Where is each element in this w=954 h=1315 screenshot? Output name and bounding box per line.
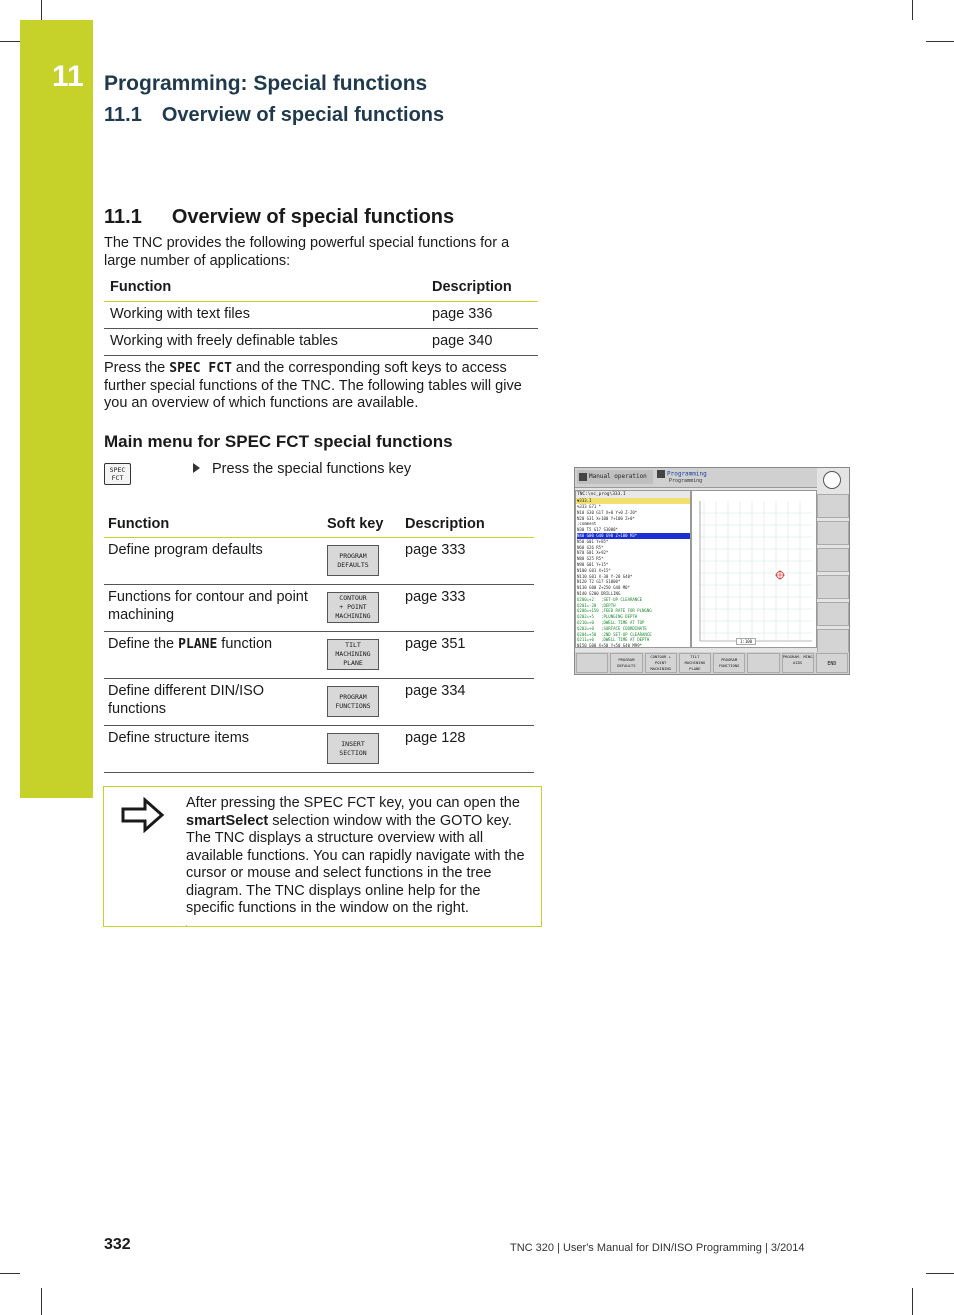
vertical-softkey[interactable] [817, 494, 849, 518]
program-line[interactable]: N80 G25 R5* [577, 556, 604, 562]
program-line[interactable]: N150 G00 X+50 Y+50 G40 M99* [577, 643, 643, 648]
program-header-highlight: ▼333.I [576, 498, 690, 504]
step-text: Press the special functions key [212, 461, 412, 477]
table-cell: Define different DIN/ISO functions [104, 679, 323, 726]
program-line[interactable]: N20 G31 X+100 Y+100 Z+0* [577, 515, 635, 521]
running-section-header [104, 104, 444, 127]
vertical-softkey[interactable] [817, 548, 849, 572]
programming-tab[interactable]: Programming Programming [655, 470, 755, 485]
vertical-softkey[interactable] [817, 602, 849, 626]
program-line[interactable]: Q211=+0 ;DWELL TIME AT DEPTH [577, 637, 650, 643]
file-path: TNC:\nc_prog\333.I [576, 491, 690, 498]
crop-mark [912, 1288, 913, 1315]
table-row [104, 632, 534, 679]
main-menu-heading: Main menu for SPEC FCT special functions [104, 432, 453, 451]
program-line[interactable]: N30 T5 G17 S3000* [577, 527, 618, 533]
crop-mark [0, 41, 20, 42]
table-cell: page 351 [401, 632, 534, 679]
crop-mark [41, 1288, 42, 1315]
table-cell: Working with text files [104, 302, 426, 329]
program-line[interactable]: N60 G26 R5* [577, 544, 604, 550]
chapter-number: 11 [52, 60, 84, 93]
graphics-window [691, 490, 817, 648]
horizontal-softkey-row [575, 652, 849, 674]
table-cell: Define the PLANE function [104, 632, 323, 679]
softkey-blank[interactable] [747, 653, 779, 673]
vertical-softkey-column [817, 494, 849, 644]
spec-fct-key-name: SPEC FCT [169, 361, 232, 376]
softkey-program-defaults[interactable]: PROGRAM DEFAULTS [610, 653, 642, 673]
spec-fct-paragraph: Press the SPEC FCT and the corresponding soft keys to access further special functions of the TNC. The following tables will give you an overview of which functions are available. [104, 360, 522, 411]
program-functions-softkey: PROGRAM FUNCTIONS [327, 686, 379, 717]
page-number: 332 [104, 1236, 131, 1253]
table-row [104, 679, 534, 726]
programming-mode-icon [657, 470, 665, 478]
program-line[interactable]: Q206=+150 ;FEED RATE FOR PLNGNG [577, 608, 652, 614]
crop-mark [912, 0, 913, 20]
manual-operation-tab[interactable]: Manual operation [577, 470, 653, 484]
table-cell: page 333 [401, 538, 534, 585]
program-line[interactable]: ;comment [577, 521, 597, 527]
softkey-blank[interactable] [576, 653, 608, 673]
softkey-tilt-machining-plane[interactable]: TILT MACHINING PLANE [679, 653, 711, 673]
table-cell: Define program defaults [104, 538, 323, 585]
table-cell: page 340 [426, 329, 538, 356]
vertical-softkey[interactable] [817, 521, 849, 545]
note-arrow-icon [121, 797, 165, 833]
table-row [104, 329, 538, 356]
vertical-softkey[interactable] [817, 575, 849, 599]
clock-icon [823, 471, 841, 489]
insert-section-softkey: INSERT SECTION [327, 733, 379, 764]
program-line[interactable]: N120 T2 G17 S1000* [577, 579, 621, 585]
program-line[interactable]: N40 G00 G40 G90 Z+100 M3* [577, 533, 690, 539]
step-arrow-icon [193, 463, 200, 473]
spec-fct-menu-table [104, 513, 534, 773]
spec-fct-key-icon: SPEC FCT [104, 463, 131, 485]
running-section-title: Overview of special functions [161, 104, 445, 126]
softkey-end[interactable]: END [816, 653, 848, 673]
table-row [104, 585, 534, 632]
graphics-grid [692, 491, 816, 647]
program-line[interactable]: Q210=+0 ;DWELL TIME AT TOP [577, 619, 645, 625]
table-row [104, 538, 534, 585]
table-cell: page 334 [401, 679, 534, 726]
table-cell: Functions for contour and point machining [104, 585, 323, 632]
zoom-readout: 1:100 [736, 638, 756, 645]
screen-top-bar [575, 468, 817, 488]
crop-mark [0, 1273, 20, 1274]
tilt-machining-plane-softkey: TILT MACHINING PLANE [327, 639, 379, 670]
section-number: 11.1 [104, 206, 142, 228]
program-line[interactable]: N70 G01 X+92* [577, 550, 609, 556]
table-header: Soft key [323, 513, 401, 538]
table-cell: page 333 [401, 585, 534, 632]
softkey-program-functions[interactable]: PROGRAM FUNCTIONS [713, 653, 745, 673]
vertical-softkey[interactable] [817, 629, 849, 653]
program-defaults-softkey: PROGRAM DEFAULTS [327, 545, 379, 576]
program-window [575, 490, 691, 648]
program-line[interactable]: N90 G01 Y+15* [577, 561, 609, 567]
program-line[interactable]: Q202=+5 ;PLUNGING DEPTH [577, 614, 638, 620]
program-listing[interactable] [576, 504, 690, 648]
section-title: Overview of special functions [171, 206, 455, 228]
special-functions-table [104, 276, 538, 356]
crop-mark [926, 1273, 954, 1274]
program-line[interactable]: Q203=+0 ;SURFACE COORDINATE [577, 625, 647, 631]
chapter-sidebar [20, 20, 93, 798]
program-line[interactable]: Q200=+2 ;SET-UP CLEARANCE [577, 596, 643, 602]
table-header: Description [426, 276, 538, 302]
chapter-title: Programming: Special functions [104, 72, 428, 95]
softkey-contour-point-machining[interactable]: CONTOUR + POINT MACHINING [645, 653, 677, 673]
intro-paragraph: The TNC provides the following powerful special functions for a large number of applications: [104, 235, 510, 269]
softkey-programming-aids[interactable]: PROGRAM- MING AIDS [782, 653, 814, 673]
program-line[interactable]: N50 G01 Y+85* [577, 538, 609, 544]
table-header: Function [104, 276, 426, 302]
program-line[interactable]: N110 G01 X-30 Y-20 G40* [577, 573, 633, 579]
program-line[interactable]: Q201=-20 ;DEPTH [577, 602, 616, 608]
program-line[interactable]: N130 G00 Z+250 G40 M0* [577, 585, 630, 591]
table-header: Description [401, 513, 534, 538]
program-line[interactable]: N140 G200 DRILLING [577, 590, 621, 596]
program-line[interactable]: %333 G71 * [577, 504, 602, 509]
table-cell: page 128 [401, 726, 534, 773]
note-text: After pressing the SPEC FCT key, you can open the smartSelect selection window with the GOTO key. The TNC displays a structure overview with all available functions. You can rapidly navigate with the cursor or mouse and select functions in the tree diagram. The TNC displays online help for the specific functions in the window on the right. [186, 795, 525, 916]
program-line[interactable]: N10 G30 G17 X+0 Y+0 Z-20* [577, 509, 638, 515]
footer-text: TNC 320 | User's Manual for DIN/ISO Programming | 3/2014 [510, 1242, 805, 1254]
tnc-screenshot [574, 467, 850, 675]
table-row [104, 726, 534, 773]
crop-mark [41, 0, 42, 20]
program-line[interactable]: N100 G01 X+15* [577, 567, 611, 573]
table-cell: Working with freely definable tables [104, 329, 426, 356]
smartselect-term: smartSelect [186, 812, 269, 829]
program-line[interactable]: Q204=+50 ;2ND SET-UP CLEARANCE [577, 631, 652, 637]
table-header: Function [104, 513, 323, 538]
manual-mode-icon [579, 473, 587, 481]
crop-mark [926, 41, 954, 42]
contour-point-machining-softkey: CONTOUR + POINT MACHINING [327, 592, 379, 623]
running-section-number: 11.1 [104, 104, 142, 126]
table-row [104, 302, 538, 329]
table-cell: Define structure items [104, 726, 323, 773]
table-cell: page 336 [426, 302, 538, 329]
section-heading [104, 206, 454, 229]
